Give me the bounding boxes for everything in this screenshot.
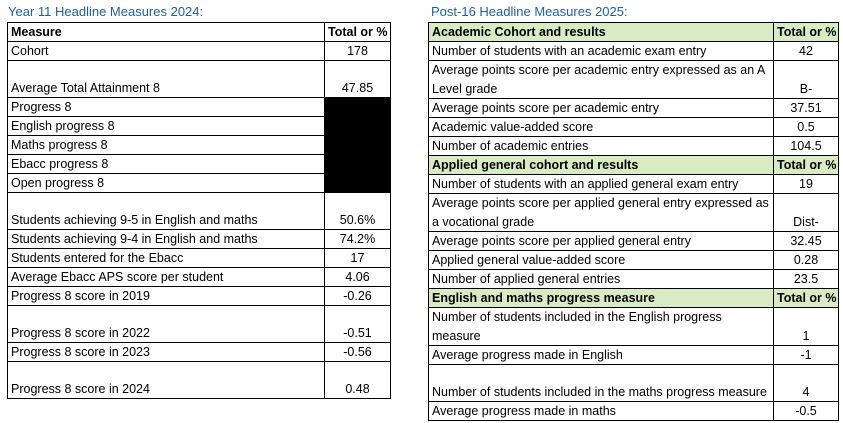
row-value: -0.51 (325, 306, 391, 343)
row-label: Progress 8 score in 2022 (8, 306, 325, 343)
row-value: -0.5 (774, 402, 839, 421)
row-label: Students achieving 9-4 in English and maths (8, 230, 325, 249)
row-label: Maths progress 8 (8, 136, 325, 155)
row-value: 0.28 (774, 251, 839, 270)
row-value: 47.85 (325, 61, 391, 98)
row-label: Number of students with an academic exam entry (429, 42, 774, 61)
row-label: English progress 8 (8, 117, 325, 136)
row-label: Average points score per academic entry (429, 99, 774, 118)
table-row (429, 346, 839, 365)
row-label: Progress 8 score in 2023 (8, 343, 325, 362)
section-header: Academic Cohort and results (429, 23, 774, 42)
row-value: 4 (774, 365, 839, 402)
row-label: Progress 8 score in 2024 (8, 362, 325, 399)
table-row (8, 98, 391, 117)
table-row (429, 194, 839, 232)
row-label: Academic value-added score (429, 118, 774, 137)
row-value: 50.6% (325, 193, 391, 230)
row-label: Ebacc progress 8 (8, 155, 325, 174)
table-row (8, 193, 391, 230)
table-row (429, 251, 839, 270)
table-row (429, 137, 839, 156)
row-value: 4.06 (325, 268, 391, 287)
table-row (429, 99, 839, 118)
row-label: Average progress made in English (429, 346, 774, 365)
row-value: 0.5 (774, 118, 839, 137)
right-table-title: Post-16 Headline Measures 2025: (431, 4, 628, 19)
table-header-row (8, 23, 391, 42)
row-value: -1 (774, 346, 839, 365)
row-value: Dist- (774, 194, 839, 232)
table-row (8, 42, 391, 61)
section-header-row (429, 289, 839, 308)
row-value: 37.51 (774, 99, 839, 118)
row-label: Progress 8 (8, 98, 325, 117)
table-row (429, 270, 839, 289)
year11-measures-table (7, 22, 391, 399)
total-header: Total or % (774, 23, 839, 42)
row-label: Students entered for the Ebacc (8, 249, 325, 268)
row-label: Applied general value-added score (429, 251, 774, 270)
row-value: 1 (774, 308, 839, 346)
redacted-block (325, 98, 391, 193)
row-value: 104.5 (774, 137, 839, 156)
row-value: 178 (325, 42, 391, 61)
table-row (429, 365, 839, 402)
row-value: 0.48 (325, 362, 391, 399)
table-row (429, 232, 839, 251)
row-label: Average points score per academic entry expressed as an A Level grade (429, 61, 774, 99)
row-value: 42 (774, 42, 839, 61)
row-label: Average Total Attainment 8 (8, 61, 325, 98)
row-value: 74.2% (325, 230, 391, 249)
table-row (429, 402, 839, 421)
row-label: Number of applied general entries (429, 270, 774, 289)
row-label: Students achieving 9-5 in English and maths (8, 193, 325, 230)
row-value: -0.26 (325, 287, 391, 306)
table-row (8, 362, 391, 399)
row-label: Average points score per applied general entry expressed as a vocational grade (429, 194, 774, 232)
section-header: Applied general cohort and results (429, 156, 774, 175)
table-row (429, 175, 839, 194)
section-header-row (429, 23, 839, 42)
section-header-row (429, 156, 839, 175)
table-row (8, 230, 391, 249)
row-label: Progress 8 score in 2019 (8, 287, 325, 306)
row-label: Number of students included in the English progress measure (429, 308, 774, 346)
table-row (8, 343, 391, 362)
row-label: Number of students with an applied general exam entry (429, 175, 774, 194)
row-label: Cohort (8, 42, 325, 61)
table-row (429, 118, 839, 137)
row-value: -0.56 (325, 343, 391, 362)
row-value: 17 (325, 249, 391, 268)
row-label: Average Ebacc APS score per student (8, 268, 325, 287)
row-value: 23.5 (774, 270, 839, 289)
table-row (429, 42, 839, 61)
table-row (8, 249, 391, 268)
measure-header: Measure (8, 23, 325, 42)
total-header: Total or % (774, 289, 839, 308)
table-row (8, 268, 391, 287)
row-label: Average points score per applied general entry (429, 232, 774, 251)
section-header: English and maths progress measure (429, 289, 774, 308)
row-value: 19 (774, 175, 839, 194)
table-row (429, 308, 839, 346)
table-row (8, 306, 391, 343)
row-label: Open progress 8 (8, 174, 325, 193)
post16-measures-table (428, 22, 839, 421)
row-label: Number of academic entries (429, 137, 774, 156)
left-table-title: Year 11 Headline Measures 2024: (8, 4, 204, 19)
total-header: Total or % (325, 23, 391, 42)
row-label: Number of students included in the maths progress measure (429, 365, 774, 402)
table-row (429, 61, 839, 99)
table-row (8, 287, 391, 306)
row-label: Average progress made in maths (429, 402, 774, 421)
total-header: Total or % (774, 156, 839, 175)
row-value: 32.45 (774, 232, 839, 251)
table-row (8, 61, 391, 98)
row-value: B- (774, 61, 839, 99)
